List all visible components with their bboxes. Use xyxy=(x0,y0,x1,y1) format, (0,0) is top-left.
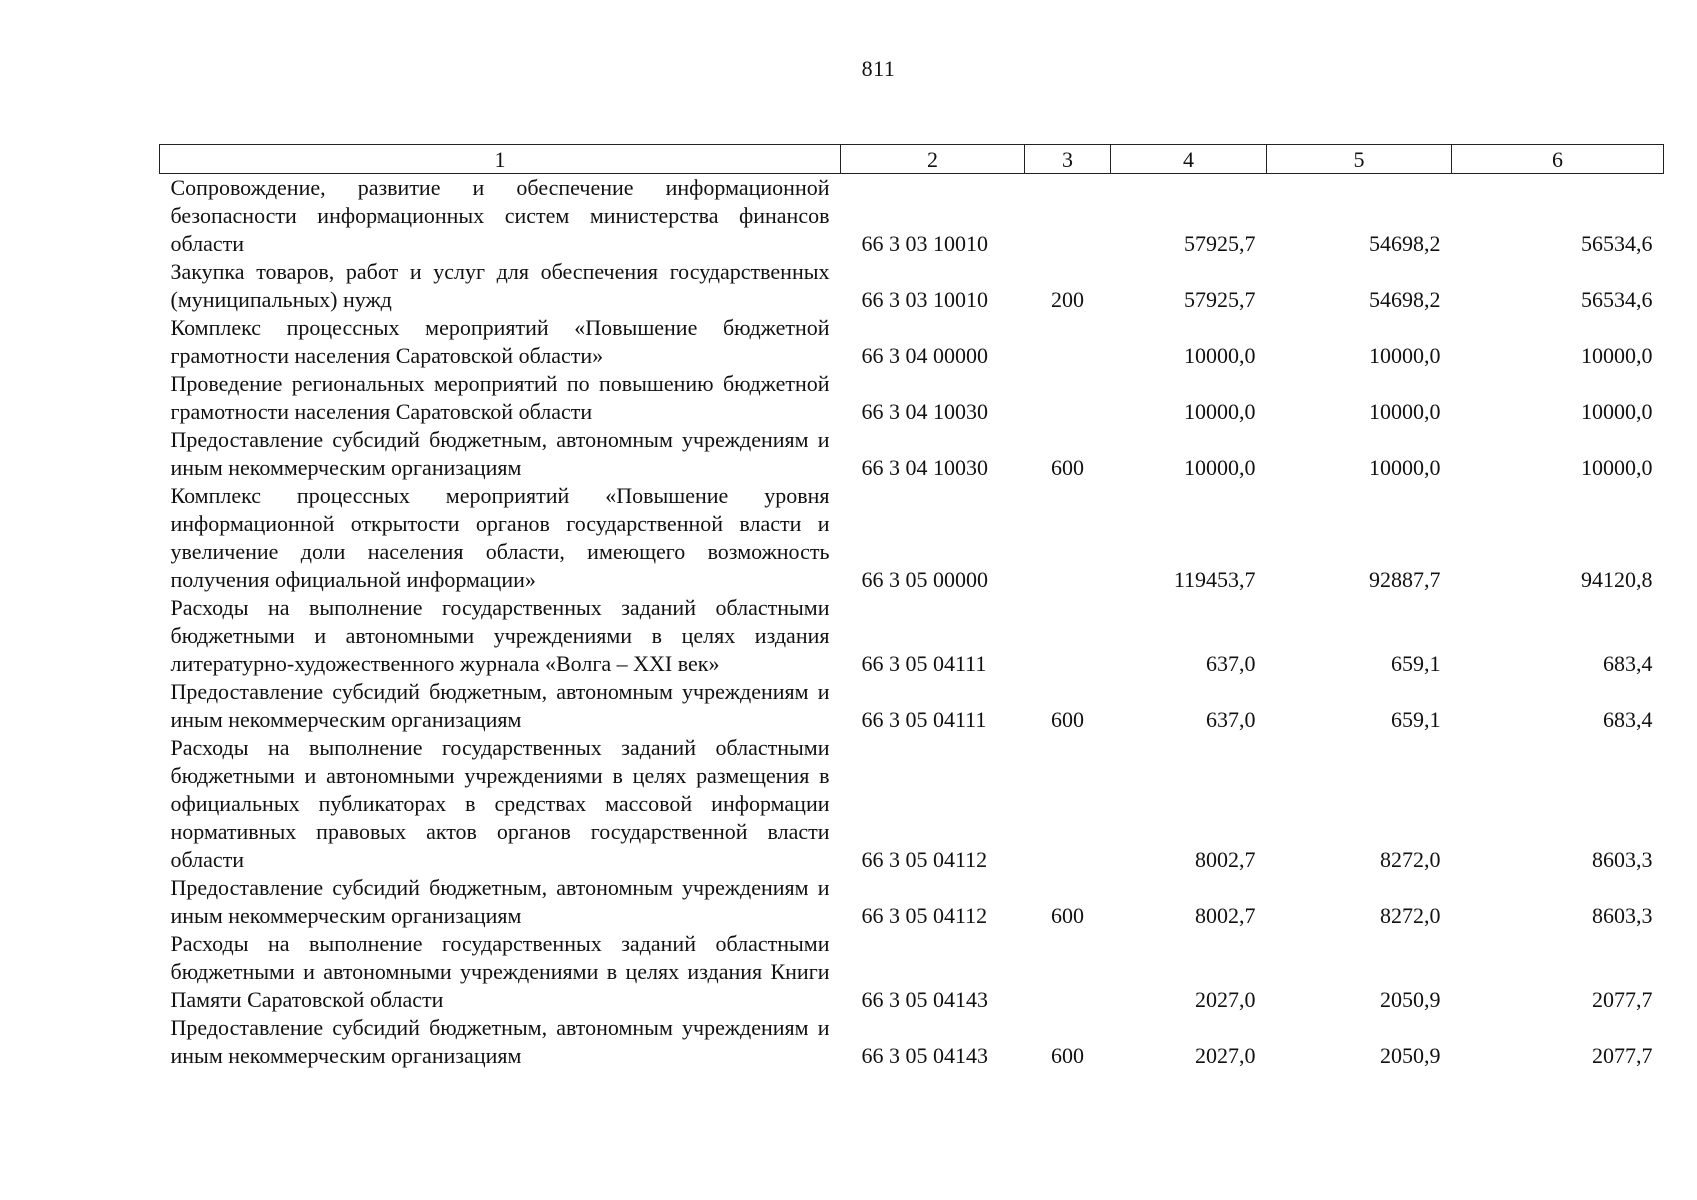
amount-year2-cell: 8272,0 xyxy=(1380,903,1441,928)
amount-year2-cell: 8272,0 xyxy=(1380,847,1441,872)
amount-year3-cell: 94120,8 xyxy=(1581,567,1653,592)
table-row xyxy=(160,594,1664,678)
expense-type-cell xyxy=(1025,734,1111,874)
amount-year2-cell: 10000,0 xyxy=(1369,343,1441,368)
table-row xyxy=(160,426,1664,482)
expense-name-cell: Проведение региональных мероприятий по повышению бюджетной грамотности населения Саратовской области xyxy=(170,371,830,424)
expense-name-cell: Расходы на выполнение государственных заданий областными бюджетными и автономными учреждениями в целях размещения в официальных публикаторах в средствах массовой информации нормативных правовых актов органов государственной власти области xyxy=(170,735,830,872)
target-code-cell: 66 3 03 10010 xyxy=(861,231,988,256)
amount-year3-cell: 2077,7 xyxy=(1592,987,1653,1012)
amount-year3-cell: 683,4 xyxy=(1603,651,1653,676)
amount-year2-cell: 10000,0 xyxy=(1369,455,1441,480)
amount-year3-cell: 10000,0 xyxy=(1581,343,1653,368)
target-code-cell: 66 3 03 10010 xyxy=(861,287,988,312)
expense-type-cell xyxy=(1025,174,1111,259)
expense-name-cell: Предоставление субсидий бюджетным, автономным учреждениям и иным некоммерческим организациям xyxy=(170,427,830,480)
amount-year2-cell: 659,1 xyxy=(1391,651,1441,676)
target-code-cell: 66 3 04 10030 xyxy=(861,455,988,480)
amount-year1-cell: 119453,7 xyxy=(1173,567,1256,592)
column-header-6: 6 xyxy=(1452,145,1664,174)
expense-name-cell: Комплекс процессных мероприятий «Повышение бюджетной грамотности населения Саратовской области» xyxy=(170,315,830,368)
expense-type-cell xyxy=(1025,930,1111,1014)
budget-table xyxy=(159,144,1664,1070)
header-row xyxy=(160,145,1664,174)
target-code-cell: 66 3 05 04111 xyxy=(861,707,987,732)
expense-type-cell xyxy=(1025,594,1111,678)
table-row xyxy=(160,370,1664,426)
expense-name-cell: Закупка товаров, работ и услуг для обеспечения государственных (муниципальных) нужд xyxy=(170,259,830,312)
amount-year1-cell: 637,0 xyxy=(1206,707,1256,732)
column-header-4: 4 xyxy=(1111,145,1267,174)
amount-year3-cell: 8603,3 xyxy=(1592,903,1653,928)
target-code-cell: 66 3 05 04112 xyxy=(861,903,988,928)
amount-year3-cell: 56534,6 xyxy=(1581,231,1653,256)
expense-type-cell xyxy=(1025,482,1111,594)
amount-year3-cell: 683,4 xyxy=(1603,707,1653,732)
amount-year3-cell: 56534,6 xyxy=(1581,287,1653,312)
table-row xyxy=(160,482,1664,594)
amount-year3-cell: 2077,7 xyxy=(1592,1043,1653,1068)
amount-year2-cell: 92887,7 xyxy=(1369,567,1441,592)
amount-year1-cell: 2027,0 xyxy=(1195,987,1256,1012)
expense-name-cell: Предоставление субсидий бюджетным, автономным учреждениям и иным некоммерческим организациям xyxy=(170,679,830,732)
target-code-cell: 66 3 05 04143 xyxy=(861,987,988,1012)
amount-year1-cell: 10000,0 xyxy=(1184,343,1256,368)
expense-type-cell: 600 xyxy=(1051,455,1084,480)
column-header-2: 2 xyxy=(841,145,1025,174)
expense-name-cell: Расходы на выполнение государственных заданий областными бюджетными и автономными учреждениями в целях издания литературно-художественного журнала «Волга – XXI век» xyxy=(170,595,830,676)
amount-year1-cell: 57925,7 xyxy=(1184,287,1256,312)
amount-year2-cell: 2050,9 xyxy=(1380,987,1441,1012)
table-row xyxy=(160,1014,1664,1070)
target-code-cell: 66 3 05 04112 xyxy=(861,847,988,872)
table-row xyxy=(160,874,1664,930)
amount-year1-cell: 2027,0 xyxy=(1195,1043,1256,1068)
target-code-cell: 66 3 05 04111 xyxy=(861,651,987,676)
expense-name-cell: Расходы на выполнение государственных заданий областными бюджетными и автономными учреждениями в целях издания Книги Памяти Саратовской области xyxy=(170,931,830,1012)
amount-year3-cell: 8603,3 xyxy=(1592,847,1653,872)
expense-type-cell: 600 xyxy=(1051,1043,1084,1068)
table-row xyxy=(160,174,1664,259)
expense-type-cell: 200 xyxy=(1051,287,1084,312)
expense-name-cell: Предоставление субсидий бюджетным, автономным учреждениям и иным некоммерческим организациям xyxy=(170,875,830,928)
table-row xyxy=(160,734,1664,874)
amount-year2-cell: 54698,2 xyxy=(1369,231,1441,256)
table-row xyxy=(160,930,1664,1014)
expense-type-cell: 600 xyxy=(1051,707,1084,732)
amount-year1-cell: 10000,0 xyxy=(1184,399,1256,424)
amount-year1-cell: 637,0 xyxy=(1206,651,1256,676)
amount-year2-cell: 2050,9 xyxy=(1380,1043,1441,1068)
expense-name-cell: Комплекс процессных мероприятий «Повышение уровня информационной открытости органов государственной власти и увеличение доли населения области, имеющего возможность получения официальной информации» xyxy=(170,483,830,592)
expense-name-cell: Предоставление субсидий бюджетным, автономным учреждениям и иным некоммерческим организациям xyxy=(170,1015,830,1068)
amount-year1-cell: 10000,0 xyxy=(1184,455,1256,480)
page-number: 811 xyxy=(861,56,896,81)
table-row xyxy=(160,314,1664,370)
amount-year3-cell: 10000,0 xyxy=(1581,399,1653,424)
table-row xyxy=(160,678,1664,734)
amount-year2-cell: 659,1 xyxy=(1391,707,1441,732)
column-header-1: 1 xyxy=(160,145,841,174)
expense-type-cell xyxy=(1025,314,1111,370)
expense-type-cell xyxy=(1025,370,1111,426)
expense-name-cell: Сопровождение, развитие и обеспечение информационной безопасности информационных систем министерства финансов области xyxy=(170,175,830,256)
amount-year1-cell: 8002,7 xyxy=(1195,903,1256,928)
amount-year2-cell: 54698,2 xyxy=(1369,287,1441,312)
target-code-cell: 66 3 05 04143 xyxy=(861,1043,988,1068)
table-body xyxy=(160,174,1664,1071)
column-header-3: 3 xyxy=(1025,145,1111,174)
amount-year3-cell: 10000,0 xyxy=(1581,455,1653,480)
column-header-5: 5 xyxy=(1267,145,1452,174)
target-code-cell: 66 3 04 10030 xyxy=(861,399,988,424)
target-code-cell: 66 3 04 00000 xyxy=(861,343,988,368)
amount-year1-cell: 57925,7 xyxy=(1184,231,1256,256)
amount-year1-cell: 8002,7 xyxy=(1195,847,1256,872)
table-row xyxy=(160,258,1664,314)
expense-type-cell: 600 xyxy=(1051,903,1084,928)
amount-year2-cell: 10000,0 xyxy=(1369,399,1441,424)
target-code-cell: 66 3 05 00000 xyxy=(861,567,988,592)
